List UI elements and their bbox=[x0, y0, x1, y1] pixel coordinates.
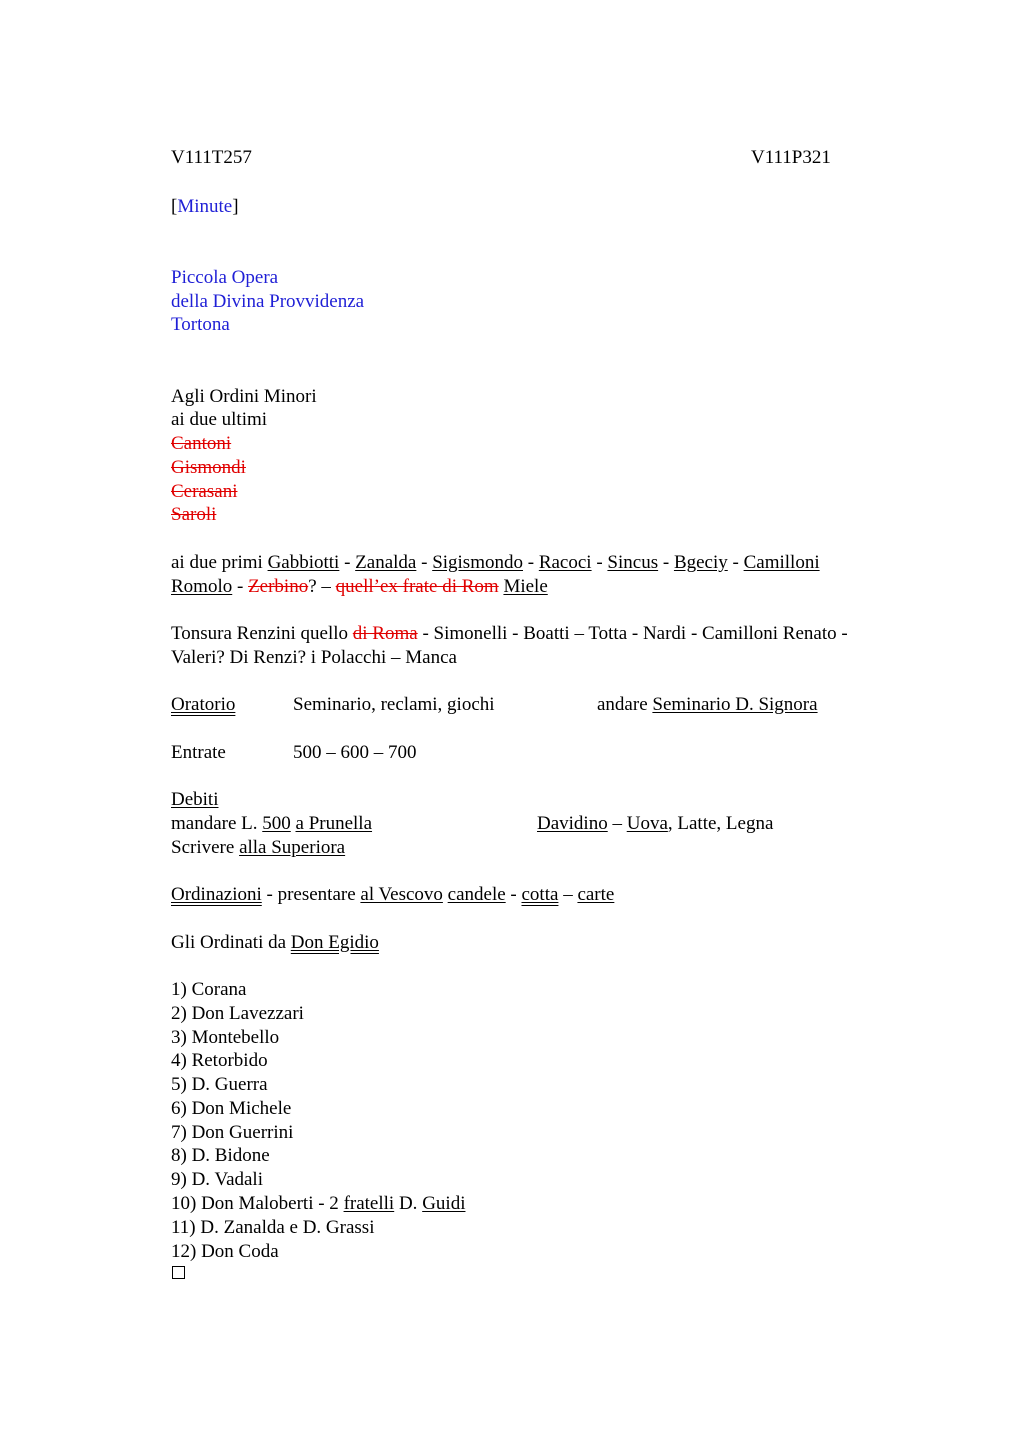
list-item: 9) D. Vadali bbox=[171, 1169, 263, 1190]
entrate-label: Entrate bbox=[171, 742, 226, 763]
ordinazioni-vescovo: al Vescovo bbox=[360, 884, 443, 905]
header-left-code: V111T257 bbox=[171, 147, 252, 168]
header-right-code: V111P321 bbox=[751, 147, 831, 168]
ordinati-line bbox=[171, 931, 379, 955]
org-line-2: della Divina Provvidenza bbox=[171, 291, 365, 312]
separator: - bbox=[505, 884, 522, 905]
debiti-recipient: a Prunella bbox=[295, 813, 373, 834]
list-item: 11) D. Zanalda e D. Grassi bbox=[171, 1217, 375, 1238]
struck-name: Cerasani bbox=[171, 481, 238, 502]
list-item: 1) Corana bbox=[171, 979, 247, 1000]
tonsura-lead: Tonsura Renzini quello bbox=[171, 623, 353, 644]
struck-name: Gismondi bbox=[171, 457, 246, 478]
separator: - bbox=[232, 576, 249, 597]
debiti-amount: 500 bbox=[262, 813, 291, 834]
debiti-right-item: Uova bbox=[626, 813, 668, 834]
separator: – bbox=[607, 813, 627, 834]
debiti-line2-lead: Scrivere bbox=[171, 837, 240, 858]
struck-phrase: di Roma bbox=[352, 623, 418, 644]
name: Racoci bbox=[538, 552, 592, 573]
tonsura-line-1 bbox=[171, 622, 848, 646]
org-line-1: Piccola Opera bbox=[171, 267, 279, 288]
struck-name: Saroli bbox=[171, 504, 217, 525]
debiti-lead: mandare L. bbox=[171, 813, 263, 834]
ordinazioni-label: Ordinazioni bbox=[171, 884, 262, 905]
entrate-values: 500 – 600 – 700 bbox=[293, 742, 417, 763]
item10-lead: 10) Don Maloberti - 2 bbox=[171, 1193, 344, 1214]
square-box-icon bbox=[172, 1266, 185, 1279]
minute-tag: [Minute] bbox=[171, 196, 239, 217]
list-item bbox=[171, 1192, 465, 1216]
struck-name: Cantoni bbox=[171, 433, 232, 454]
oratorio-label: Oratorio bbox=[171, 694, 236, 715]
debiti-line-1 bbox=[171, 812, 372, 836]
oratorio-right-lead: andare bbox=[597, 694, 653, 715]
name: Romolo bbox=[171, 576, 233, 597]
name: Camilloni bbox=[743, 552, 820, 573]
minute-label: Minute bbox=[177, 196, 233, 217]
minori-title: Agli Ordini Minori bbox=[171, 386, 317, 407]
item10-fratelli: fratelli bbox=[343, 1193, 395, 1214]
oratorio-right bbox=[597, 693, 818, 717]
separator: - bbox=[727, 552, 744, 573]
name: Sincus bbox=[607, 552, 659, 573]
debiti-line-2 bbox=[171, 836, 345, 860]
debiti-right-rest: , Latte, Legna bbox=[667, 813, 774, 834]
ordinazioni-cotta: cotta bbox=[521, 884, 559, 905]
separator: - bbox=[658, 552, 674, 573]
debiti-right-name: Davidino bbox=[537, 813, 608, 834]
list-item: 3) Montebello bbox=[171, 1027, 280, 1048]
oratorio-right-link: Seminario D. Signora bbox=[652, 694, 818, 715]
list-item: 6) Don Michele bbox=[171, 1098, 292, 1119]
name: Miele bbox=[503, 576, 548, 597]
struck-name: Zerbino bbox=[248, 576, 309, 597]
debiti-right bbox=[537, 812, 773, 836]
debiti-label: Debiti bbox=[171, 789, 219, 810]
ordinazioni-candele: candele bbox=[447, 884, 506, 905]
list-item: 7) Don Guerrini bbox=[171, 1122, 294, 1143]
item10-guidi: Guidi bbox=[422, 1193, 466, 1214]
ordinazioni-carte: carte bbox=[577, 884, 615, 905]
list-item: 12) Don Coda bbox=[171, 1241, 279, 1262]
primi-line-2 bbox=[171, 575, 548, 599]
name: Zanalda bbox=[355, 552, 417, 573]
separator: - bbox=[416, 552, 433, 573]
name: Bgeciy bbox=[673, 552, 728, 573]
separator: - bbox=[591, 552, 608, 573]
oratorio-middle: Seminario, reclami, giochi bbox=[293, 694, 495, 715]
list-item: 4) Retorbido bbox=[171, 1050, 268, 1071]
list-item: 2) Don Lavezzari bbox=[171, 1003, 304, 1024]
debiti-line2-link: alla Superiora bbox=[239, 837, 346, 858]
list-item: 8) D. Bidone bbox=[171, 1145, 270, 1166]
item10-mid: D. bbox=[394, 1193, 423, 1214]
name: Gabbiotti bbox=[267, 552, 340, 573]
separator: ? – bbox=[308, 576, 336, 597]
tonsura-line-2: Valeri? Di Renzi? i Polacchi – Manca bbox=[171, 647, 457, 668]
ordinati-name: Don Egidio bbox=[290, 932, 379, 953]
name: Sigismondo bbox=[432, 552, 523, 573]
minori-subtitle: ai due ultimi bbox=[171, 409, 268, 430]
separator: - bbox=[523, 552, 539, 573]
org-line-3: Tortona bbox=[171, 314, 230, 335]
tonsura-rest: - Simonelli - Boatti – Totta - Nardi - Camilloni Renato - bbox=[417, 623, 848, 644]
primi-line-1 bbox=[171, 551, 820, 575]
struck-phrase: quell’ex frate di Rom bbox=[335, 576, 499, 597]
separator: - bbox=[339, 552, 356, 573]
ordinati-lead: Gli Ordinati da bbox=[171, 932, 291, 953]
separator: – bbox=[558, 884, 578, 905]
ordinazioni-line bbox=[171, 883, 614, 907]
list-item: 5) D. Guerra bbox=[171, 1074, 268, 1095]
ordinazioni-text: - presentare bbox=[261, 884, 361, 905]
primi-lead: ai due primi bbox=[171, 552, 268, 573]
